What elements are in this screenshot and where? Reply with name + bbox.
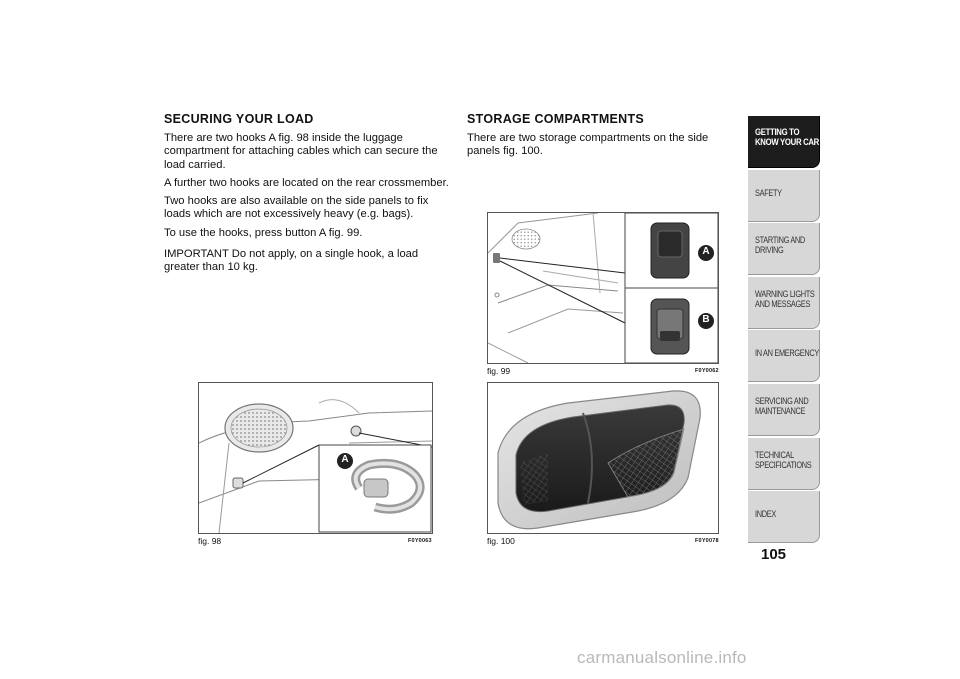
figure-99-caption: fig. 99 bbox=[487, 366, 511, 376]
boot-drawing bbox=[488, 213, 718, 363]
chapter-tabs bbox=[748, 116, 820, 545]
tab-starting-and-driving[interactable] bbox=[748, 223, 820, 275]
tab-label-line: MAINTENANCE bbox=[755, 405, 806, 416]
left-text-column bbox=[164, 112, 456, 280]
section-heading-securing-load: SECURING YOUR LOAD bbox=[164, 112, 314, 126]
paragraph: Two hooks are also available on the side panels to fix loads which are not excessively heavy (e.g. bags). bbox=[164, 195, 429, 221]
section-heading-storage-compartments: STORAGE COMPARTMENTS bbox=[467, 112, 645, 126]
tab-getting-to-know-your-car[interactable] bbox=[748, 116, 820, 168]
tab-label-line: DRIVING bbox=[755, 245, 784, 256]
tab-label-line: SPECIFICATIONS bbox=[755, 459, 812, 470]
tab-label-line: INDEX bbox=[755, 509, 776, 520]
tab-label-line: AND MESSAGES bbox=[755, 298, 811, 309]
figure-98-code: F0Y0063 bbox=[408, 538, 432, 544]
right-text-column bbox=[467, 112, 725, 164]
figure-100-caption: fig. 100 bbox=[487, 536, 515, 546]
watermark-text: carmanualsonline.info bbox=[577, 648, 747, 667]
paragraph: There are two storage compartments on the side panels fig. 100. bbox=[467, 132, 709, 158]
tab-in-an-emergency[interactable] bbox=[748, 330, 820, 382]
paragraph: To use the hooks, press button A fig. 99. bbox=[164, 226, 363, 239]
callout-label-b: B bbox=[702, 314, 710, 325]
tab-warning-lights-and-messages[interactable] bbox=[748, 277, 820, 329]
paragraph: There are two hooks A fig. 98 inside the luggage compartment for attaching cables which can secure the load carried. bbox=[164, 132, 438, 171]
storage-drawing bbox=[488, 383, 718, 533]
paragraph: A further two hooks are located on the rear crossmember. bbox=[164, 176, 449, 189]
figure-100-code: F0Y0078 bbox=[695, 538, 719, 544]
tab-label-line: STARTING AND bbox=[755, 235, 805, 246]
page-number: 105 bbox=[761, 546, 787, 563]
figure-99-button-illustration bbox=[487, 212, 719, 364]
hook-drawing bbox=[199, 383, 432, 533]
tab-label-line: WARNING LIGHTS bbox=[755, 288, 815, 299]
tab-safety[interactable] bbox=[748, 170, 820, 222]
tab-label-line: SAFETY bbox=[755, 187, 782, 198]
tab-technical-specifications[interactable] bbox=[748, 438, 820, 490]
callout-label-a: A bbox=[341, 454, 349, 465]
tab-label-line: KNOW YOUR CAR bbox=[755, 137, 819, 148]
tab-index[interactable] bbox=[748, 491, 820, 543]
figure-100-storage-compartment-illustration bbox=[487, 382, 719, 534]
tab-label-line: IN AN EMERGENCY bbox=[755, 348, 819, 359]
figure-99-code: F0Y0062 bbox=[695, 368, 719, 374]
callout-label-a: A bbox=[702, 246, 710, 257]
figure-98-caption: fig. 98 bbox=[198, 536, 222, 546]
important-note: IMPORTANT Do not apply, on a single hook, a load greater than 10 kg. bbox=[164, 248, 419, 274]
tab-label-line: SERVICING AND bbox=[755, 395, 809, 406]
tab-label-line: TECHNICAL bbox=[755, 449, 794, 460]
tab-label-line: GETTING TO bbox=[755, 127, 800, 138]
tab-servicing-and-maintenance[interactable] bbox=[748, 384, 820, 436]
figure-98-hook-illustration bbox=[198, 382, 433, 534]
